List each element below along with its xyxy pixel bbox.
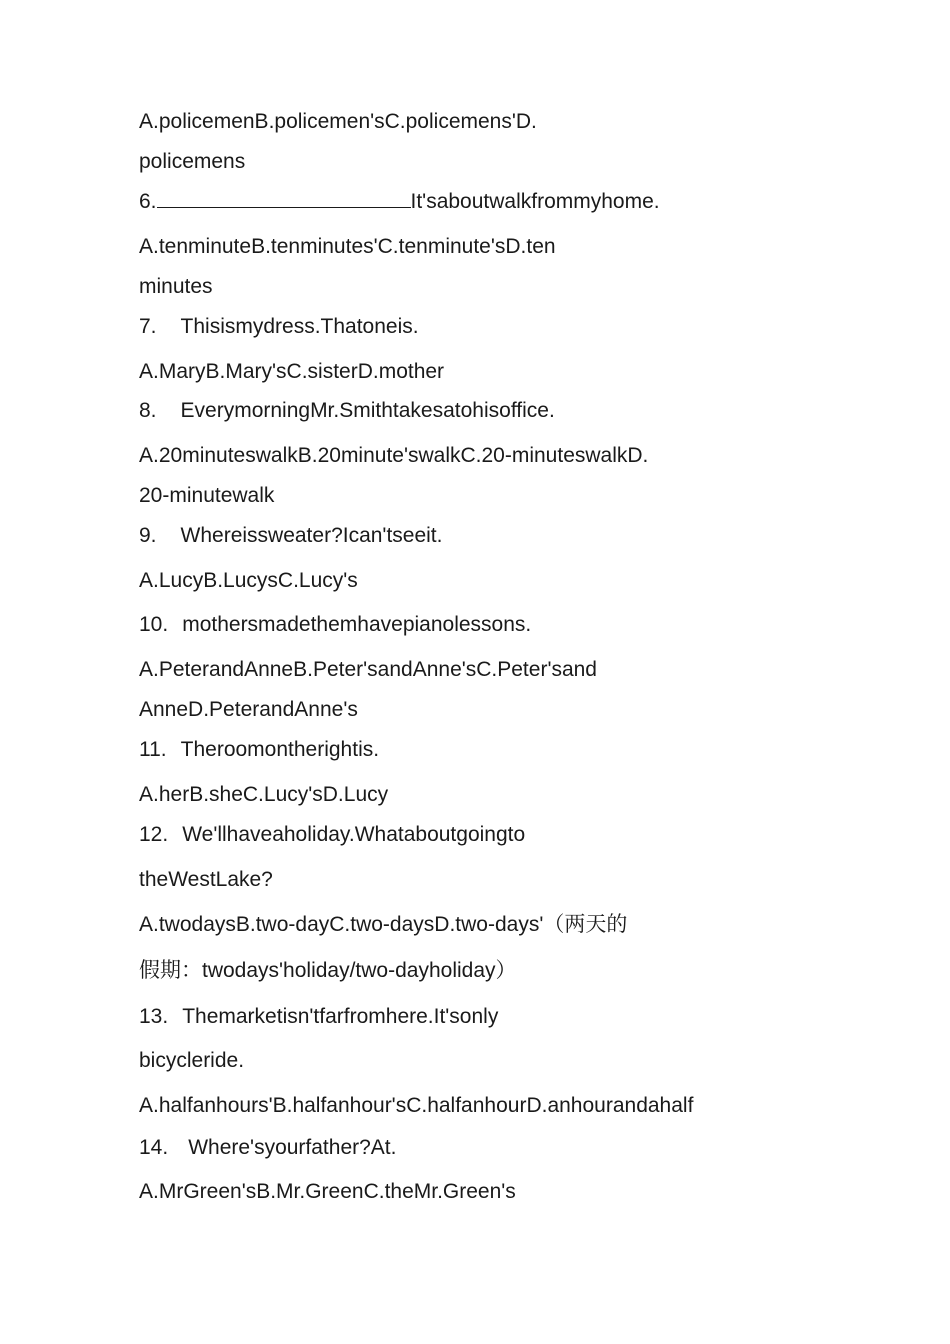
q6-options-line: A.tenminuteB.tenminutes'C.tenminute'sD.ten	[139, 235, 556, 258]
q13-question-continued: bicycleride.	[139, 1049, 245, 1072]
question-text: Themarketisn'tfarfromhere.It'sonly	[182, 1005, 499, 1028]
question-12	[139, 822, 525, 848]
question-11	[139, 737, 379, 763]
q8-options-line: A.20minuteswalkB.20minute'swalkC.20-minuteswalkD.	[139, 444, 649, 467]
question-number: 11.	[139, 738, 167, 761]
q10-options-continued: AnneD.PeterandAnne's	[139, 698, 358, 721]
q12-question-continued: theWestLake?	[139, 868, 273, 891]
q8-options-continued: 20-minutewalk	[139, 484, 275, 507]
question-text: It'saboutwalkfrommyhome.	[410, 190, 660, 213]
question-8	[139, 398, 555, 424]
question-number: 8.	[139, 399, 157, 422]
question-number: 10.	[139, 613, 169, 636]
question-text: Where'syourfather?At.	[188, 1136, 397, 1159]
question-number: 7.	[139, 315, 157, 338]
question-9	[139, 523, 442, 549]
question-7	[139, 314, 419, 340]
q14-options-line: A.MrGreen'sB.Mr.GreenC.theMr.Green's	[139, 1180, 516, 1203]
answer-blank	[157, 189, 411, 208]
question-number: 9.	[139, 524, 157, 547]
question-13	[139, 1004, 498, 1030]
q5-options-line: A.policemenB.policemen'sC.policemens'D.	[139, 110, 537, 133]
question-text: mothersmadethemhavepianolessons.	[182, 613, 532, 636]
question-number: 13.	[139, 1005, 169, 1028]
q11-options-line: A.herB.sheC.Lucy'sD.Lucy	[139, 783, 389, 806]
question-text: We'llhaveaholiday.Whataboutgoingto	[182, 823, 526, 846]
question-number: 14.	[139, 1136, 169, 1159]
q13-options-line: A.halfanhours'B.halfanhour'sC.halfanhourD.anhourandahalf	[139, 1094, 694, 1117]
q5-options-continued: policemens	[139, 150, 246, 173]
question-10	[139, 612, 531, 638]
question-6	[139, 189, 660, 215]
question-text: Theroomontherightis.	[180, 738, 380, 761]
q6-options-continued: minutes	[139, 275, 213, 298]
q12-options-line: A.twodaysB.two-dayC.two-daysD.two-days'（两天的	[139, 913, 628, 936]
q9-options-line: A.LucyB.LucysC.Lucy's	[139, 569, 358, 592]
q7-options-line: A.MaryB.Mary'sC.sisterD.mother	[139, 360, 445, 383]
question-number: 12.	[139, 823, 169, 846]
question-number: 6.	[139, 190, 157, 213]
question-text: EverymorningMr.Smithtakesatohisoffice.	[180, 399, 555, 422]
question-14	[139, 1135, 396, 1161]
q10-options-line: A.PeterandAnneB.Peter'sandAnne'sC.Peter'sand	[139, 658, 597, 681]
q12-options-note: 假期：twodays'holiday/two-dayholiday）	[139, 959, 517, 982]
question-text: Thisismydress.Thatoneis.	[180, 315, 419, 338]
question-text: Whereissweater?Ican'tseeit.	[180, 524, 443, 547]
